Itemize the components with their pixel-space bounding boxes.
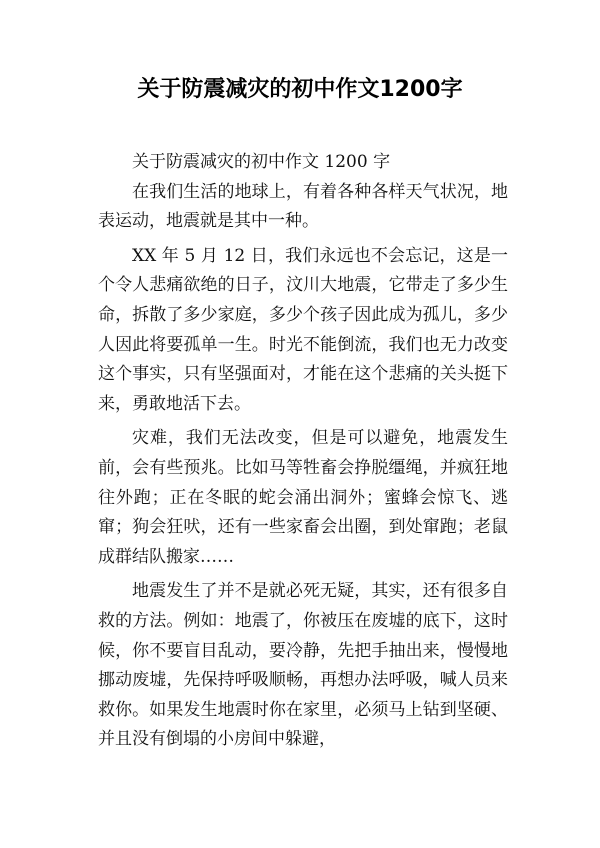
paragraph: 灾难，我们无法改变，但是可以避免，地震发生前，会有些预兆。比如马等牲畜会挣脱缰绳，并疯狂地往外跑；正在冬眠的蛇会涌出洞外；蜜蜂会惊飞、逃窜；狗会狂吠，还有一些家畜会出圈，到处窜跑；老鼠成群结队搬家…… [98, 428, 508, 567]
subtitle-paragraph: 关于防震减灾的初中作文 1200 字 [132, 152, 391, 172]
paragraph: 地震发生了并不是就必死无疑，其实，还有很多自救的方法。例如：地震了，你被压在废墟的底下，这时候，你不要盲目乱动，要冷静，先把手抽出来，慢慢地挪动废墟，先保持呼吸顺畅，再想办法呼吸，喊人员来救你。如果发生地震时你在家里，必须马上钻到坚硬、并且没有倒塌的小房间中躲避， [98, 581, 508, 750]
paragraph: XX 年 5 月 12 日，我们永远也不会忘记，这是一个令人悲痛欲绝的日子，汶川大地震，它带走了多少生命，拆散了多少家庭，多少个孩子因此成为孤儿，多少人因此将要孤单一生。时光不能倒流，我们也无力改变这个事实，只有坚强面对，才能在这个悲痛的关头挺下来，勇敢地活下去。 [98, 245, 508, 414]
document-title: 关于防震减灾的初中作文1200字 [137, 77, 463, 102]
paragraph: 在我们生活的地球上，有着各种各样天气状况，地表运动，地震就是其中一种。 [98, 181, 508, 232]
document-body [98, 148, 508, 760]
